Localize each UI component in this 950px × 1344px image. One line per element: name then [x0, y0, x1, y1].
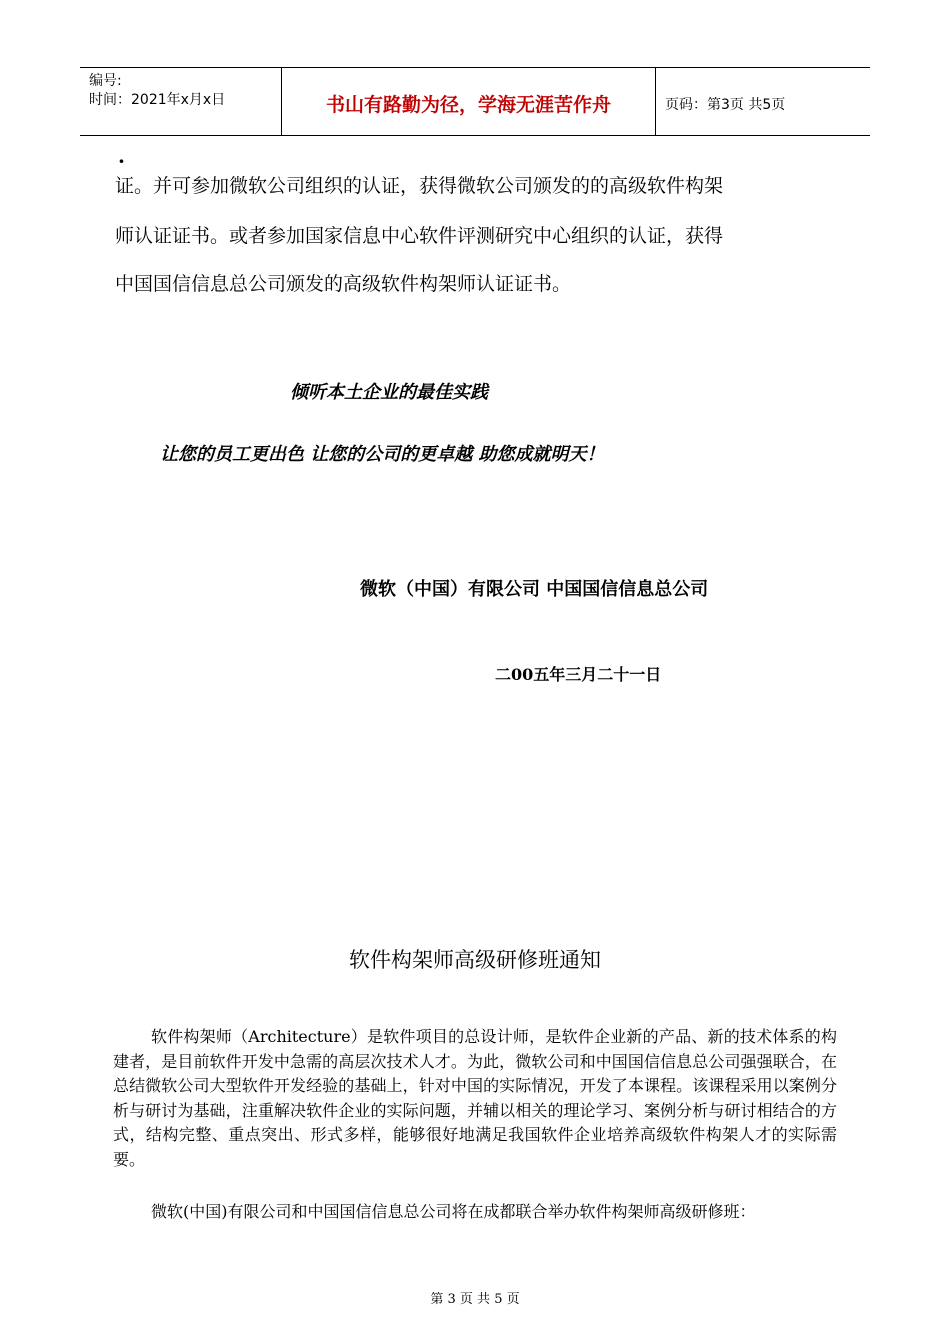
notice-title: 软件构架师高级研修班通知: [349, 948, 601, 972]
header-page-info: 页码：第3页 共5页: [665, 96, 786, 113]
notice-paragraph-2: 微软(中国)有限公司和中国国信信息总公司将在成都联合举办软件构架师高级研修班：: [151, 1202, 756, 1221]
page-footer: 第 3 页 共 5 页: [430, 1292, 520, 1307]
slogan-line-2: 让您的员工更出色 让您的公司的更卓越 助您成就明天！: [160, 444, 605, 465]
document-number: 编号:: [89, 73, 122, 89]
slogan-line-1: 倾听本土企业的最佳实践: [290, 382, 488, 403]
continued-line-3: 中国国信信息总公司颁发的高级软件构架师认证证书。: [115, 273, 572, 295]
header-motto: 书山有路勤为径，学海无涯苦作舟: [282, 68, 656, 135]
notice-paragraph-1: 软件构架师（Architecture）是软件项目的总设计师，是软件企业新的产品、新的技术体系的构建者，是目前软件开发中急需的高层次技术人才。为此，微软公司和中国国信信息总公司强强联合，在总结微软公司大型软件开发经验的基础上，针对中国的实际情况，开发了本课程。该课程采用以案例分析与研讨为基础，注重解决软件企业的实际问题，并辅以相关的理论学习、案例分析与研讨相结合的方式，结构完整、重点突出、形式多样，能够很好地满足我国软件企业培养高级软件构架人才的实际需要。: [113, 1027, 837, 1169]
continued-line-2: 师认证证书。或者参加国家信息中心软件评测研究中心组织的认证，获得: [115, 225, 724, 247]
continued-line-1: 证。并可参加微软公司组织的认证，获得微软公司颁发的的高级软件构架: [115, 175, 724, 197]
document-time: 时间：2021年x月x日: [89, 92, 226, 108]
bullet-mark: ·: [118, 149, 125, 173]
signature-date: 二00五年三月二十一日: [495, 665, 662, 684]
header-meta: [80, 68, 282, 135]
page-header: [80, 67, 870, 136]
signature-organizations: 微软（中国）有限公司 中国国信信息总公司: [360, 579, 709, 600]
